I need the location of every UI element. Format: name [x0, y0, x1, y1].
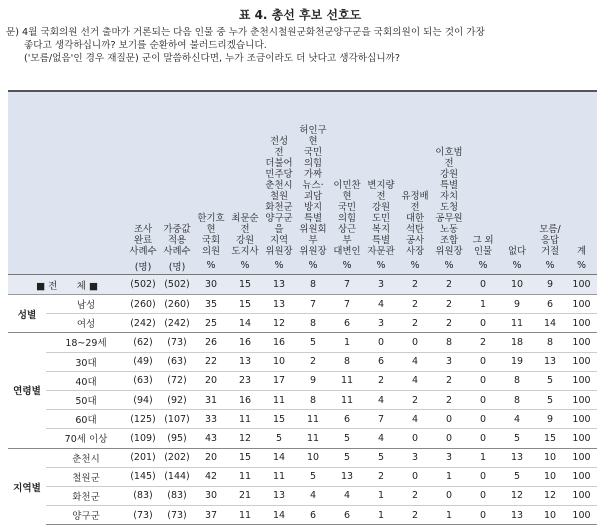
table-cell: (145)	[126, 467, 160, 486]
table-cell: 11	[330, 390, 364, 409]
column-header: 변지량전강원도민복지특별자문관	[364, 91, 398, 257]
table-cell: 2	[398, 486, 432, 505]
unit-corner	[8, 257, 126, 275]
total-cell: 2	[398, 275, 432, 295]
table-row	[8, 467, 597, 486]
table-cell: 1	[364, 486, 398, 505]
table-cell: 4	[500, 410, 534, 429]
unit-cell: %	[262, 257, 296, 275]
table-cell: 5	[262, 429, 296, 448]
table-cell: (260)	[126, 295, 160, 314]
question-line-1: 문) 4월 국회의원 선거 출마가 거론되는 다음 인물 중 누가 춘천시철원군화천군양구군을 국회의원이 되는 것이 가장	[6, 27, 485, 38]
table-cell: (92)	[160, 390, 194, 409]
table-cell: 25	[194, 314, 228, 333]
table-cell: 2	[432, 295, 466, 314]
table-cell: 0	[466, 506, 500, 525]
table-cell: 1	[364, 506, 398, 525]
unit-cell: %	[500, 257, 534, 275]
table-cell: 5	[330, 448, 364, 467]
table-cell: 4	[398, 410, 432, 429]
group-label: 연령별	[8, 333, 46, 448]
table-cell: 9	[296, 371, 330, 390]
table-cell: 12	[500, 486, 534, 505]
table-cell: 2	[296, 352, 330, 371]
header-corner	[8, 91, 126, 257]
table-cell: 11	[296, 429, 330, 448]
table-cell: 12	[262, 314, 296, 333]
total-cell: 8	[296, 275, 330, 295]
table-cell: (109)	[126, 429, 160, 448]
table-title: 표 4. 총선 후보 선호도	[238, 8, 362, 22]
table-cell: 4	[296, 486, 330, 505]
table-cell: 30	[194, 486, 228, 505]
table-cell: 3	[432, 352, 466, 371]
row-label: 18~29세	[46, 333, 126, 352]
unit-cell: %	[398, 257, 432, 275]
table-cell: 7	[330, 295, 364, 314]
table-row	[8, 390, 597, 409]
total-row	[8, 275, 597, 295]
table-cell: 2	[432, 390, 466, 409]
table-cell: 9	[500, 295, 534, 314]
table-cell: 12	[534, 486, 566, 505]
table-cell: 5	[330, 429, 364, 448]
question-line-2: 좋다고 생각하십니까? 보기를 순환하여 불러드리겠습니다.	[24, 40, 267, 51]
table-row	[8, 295, 597, 314]
table-cell: 5	[500, 429, 534, 448]
table-cell: 2	[364, 467, 398, 486]
table-cell: 0	[466, 410, 500, 429]
table-cell: 43	[194, 429, 228, 448]
unit-row	[8, 257, 597, 275]
table-cell: 8	[432, 333, 466, 352]
total-cell: 15	[228, 275, 262, 295]
row-label: 70세 이상	[46, 429, 126, 448]
total-cell: 9	[534, 275, 566, 295]
table-cell: 35	[194, 295, 228, 314]
table-cell: 31	[194, 390, 228, 409]
table-cell: 12	[228, 429, 262, 448]
table-cell: 11	[500, 314, 534, 333]
table-cell: 2	[364, 371, 398, 390]
table-cell: (72)	[160, 371, 194, 390]
table-cell: (73)	[160, 506, 194, 525]
table-cell: (202)	[160, 448, 194, 467]
table-cell: 15	[534, 429, 566, 448]
table-row	[8, 506, 597, 525]
table-cell: 13	[262, 295, 296, 314]
row-label: 남성	[46, 295, 126, 314]
table-cell: 6	[330, 410, 364, 429]
table-cell: (144)	[160, 467, 194, 486]
table-cell: 0	[398, 333, 432, 352]
table-cell: 13	[534, 352, 566, 371]
total-cell: 7	[330, 275, 364, 295]
table-cell: 100	[566, 352, 597, 371]
table-cell: 21	[228, 486, 262, 505]
row-label: 50대	[46, 390, 126, 409]
unit-cell: %	[432, 257, 466, 275]
table-cell: 0	[466, 429, 500, 448]
table-cell: 16	[228, 333, 262, 352]
group-label: 성별	[8, 295, 46, 333]
table-cell: 6	[534, 295, 566, 314]
total-cell: 100	[566, 275, 597, 295]
table-cell: 10	[534, 506, 566, 525]
table-row	[8, 314, 597, 333]
table-cell: 1	[466, 448, 500, 467]
row-label: 30대	[46, 352, 126, 371]
column-header: 이민찬현국민의힘상근부대변인	[330, 91, 364, 257]
table-cell: 11	[262, 390, 296, 409]
row-label: 40대	[46, 371, 126, 390]
table-cell: (63)	[126, 371, 160, 390]
table-cell: (83)	[126, 486, 160, 505]
column-header: 계	[566, 91, 597, 257]
table-cell: 13	[330, 467, 364, 486]
table-cell: 20	[194, 448, 228, 467]
table-cell: 16	[228, 390, 262, 409]
table-cell: 0	[466, 352, 500, 371]
table-cell: 10	[534, 467, 566, 486]
table-cell: (83)	[160, 486, 194, 505]
column-header: 없다	[500, 91, 534, 257]
column-header: 이호범전강원특별자치도청공무원노동조합위원장	[432, 91, 466, 257]
table-cell: (242)	[160, 314, 194, 333]
total-cell: 10	[500, 275, 534, 295]
table-cell: 0	[398, 467, 432, 486]
table-cell: 5	[296, 333, 330, 352]
table-row	[8, 429, 597, 448]
unit-cell: %	[330, 257, 364, 275]
table-cell: 6	[364, 352, 398, 371]
table-cell: 5	[534, 390, 566, 409]
table-cell: 26	[194, 333, 228, 352]
table-cell: 8	[500, 390, 534, 409]
row-label: 양구군	[46, 506, 126, 525]
table-cell: (94)	[126, 390, 160, 409]
group-label: 지역별	[13, 482, 41, 494]
table-cell: 100	[566, 371, 597, 390]
table-row	[8, 371, 597, 390]
column-header: 전성전더불어민주당춘천시철원화천군양구군을지역위원장	[262, 91, 296, 257]
row-label: 여성	[46, 314, 126, 333]
table-cell: 16	[262, 333, 296, 352]
table-cell: 14	[228, 314, 262, 333]
table-cell: 100	[566, 486, 597, 505]
table-cell: 0	[398, 429, 432, 448]
row-label: 철원군	[46, 467, 126, 486]
question-line-3: ('모름/없음'인 경우 재질문) 군이 말씀하신다면, 누가 조금이라도 더 낫다고 생각하십니까?	[24, 53, 400, 64]
table-cell: 2	[398, 295, 432, 314]
table-cell: 0	[364, 333, 398, 352]
column-header: 모름/응답거절	[534, 91, 566, 257]
table-cell: 1	[432, 506, 466, 525]
table-cell: 1	[432, 467, 466, 486]
table-cell: 1	[466, 295, 500, 314]
total-cell: 3	[364, 275, 398, 295]
table-cell: 0	[432, 410, 466, 429]
table-cell: 0	[432, 429, 466, 448]
table-cell: 15	[262, 410, 296, 429]
table-cell: 4	[364, 429, 398, 448]
row-label: 춘천시	[46, 448, 126, 467]
header-row	[8, 91, 597, 257]
table-cell: 10	[296, 448, 330, 467]
table-cell: 100	[566, 333, 597, 352]
table-row	[8, 410, 597, 429]
total-cell: (502)	[160, 275, 194, 295]
table-cell: 5	[364, 448, 398, 467]
table-cell: 7	[296, 295, 330, 314]
unit-cell: %	[228, 257, 262, 275]
unit-cell: %	[296, 257, 330, 275]
table-cell: (49)	[126, 352, 160, 371]
table-cell: 2	[466, 333, 500, 352]
table-cell: 42	[194, 467, 228, 486]
table-cell: (73)	[160, 333, 194, 352]
table-cell: 6	[330, 314, 364, 333]
table-cell: 3	[398, 448, 432, 467]
table-cell: 8	[500, 371, 534, 390]
table-cell: 100	[566, 506, 597, 525]
table-cell: 13	[500, 506, 534, 525]
table-cell: 100	[566, 314, 597, 333]
table-cell: 14	[534, 314, 566, 333]
column-header: 가중값적용사례수	[160, 91, 194, 257]
table-cell: 11	[262, 467, 296, 486]
table-cell: (107)	[160, 410, 194, 429]
table-cell: (125)	[126, 410, 160, 429]
table-cell: 6	[330, 506, 364, 525]
table-row	[8, 352, 597, 371]
table-cell: 14	[262, 506, 296, 525]
row-label: 60대	[46, 410, 126, 429]
unit-cell: %	[566, 257, 597, 275]
total-cell: (502)	[126, 275, 160, 295]
table-cell: 100	[566, 467, 597, 486]
table-cell: 13	[500, 448, 534, 467]
column-header: 한기호현국회의원	[194, 91, 228, 257]
table-cell: 2	[398, 390, 432, 409]
total-cell: 13	[262, 275, 296, 295]
total-cell: 30	[194, 275, 228, 295]
table-cell: 4	[398, 371, 432, 390]
table-cell: 4	[330, 486, 364, 505]
survey-question	[6, 26, 596, 65]
column-header: 조사완료사례수	[126, 91, 160, 257]
table-cell: 8	[296, 390, 330, 409]
table-cell: 6	[296, 506, 330, 525]
table-cell: 22	[194, 352, 228, 371]
table-cell: 3	[432, 448, 466, 467]
table-cell: 20	[194, 371, 228, 390]
table-cell: 23	[228, 371, 262, 390]
table-cell: 11	[228, 506, 262, 525]
table-cell: 100	[566, 390, 597, 409]
table-cell: 3	[364, 314, 398, 333]
unit-cell: (명)	[160, 257, 194, 275]
unit-cell: %	[534, 257, 566, 275]
table-cell: (95)	[160, 429, 194, 448]
table-cell: 4	[364, 390, 398, 409]
table-cell: 7	[364, 410, 398, 429]
table-cell: 0	[466, 371, 500, 390]
table-cell: 100	[566, 295, 597, 314]
table-cell: 4	[398, 352, 432, 371]
table-cell: 0	[432, 486, 466, 505]
column-header: 유정배전대한석탄공사사장	[398, 91, 432, 257]
table-cell: 10	[262, 352, 296, 371]
table-cell: 5	[296, 467, 330, 486]
table-cell: 1	[330, 333, 364, 352]
column-header: 그 외인물	[466, 91, 500, 257]
table-cell: 8	[296, 314, 330, 333]
table-cell: 2	[432, 314, 466, 333]
table-cell: 5	[500, 467, 534, 486]
table-cell: 9	[534, 410, 566, 429]
unit-cell: %	[194, 257, 228, 275]
results-table	[8, 90, 597, 525]
table-cell: 0	[466, 486, 500, 505]
table-cell: 17	[262, 371, 296, 390]
table-cell: 15	[228, 295, 262, 314]
column-header: 허인구현국민의힘가짜뉴스·괴담방지특별위원회부위원장	[296, 91, 330, 257]
table-cell: 14	[262, 448, 296, 467]
table-cell: 0	[466, 467, 500, 486]
table-cell: 100	[566, 429, 597, 448]
row-label: 화천군	[46, 486, 126, 505]
table-cell: 8	[330, 352, 364, 371]
table-cell: (73)	[126, 506, 160, 525]
table-cell: 11	[296, 410, 330, 429]
unit-cell: %	[364, 257, 398, 275]
unit-cell: %	[466, 257, 500, 275]
table-row	[8, 448, 597, 467]
table-cell: 100	[566, 410, 597, 429]
table-cell: (62)	[126, 333, 160, 352]
table-cell: 100	[566, 448, 597, 467]
table-cell: (201)	[126, 448, 160, 467]
total-cell: 2	[432, 275, 466, 295]
table-row	[8, 333, 597, 352]
table-row	[8, 486, 597, 505]
table-cell: 11	[330, 371, 364, 390]
table-cell: 8	[534, 333, 566, 352]
total-label: ■ 전 체 ■	[8, 275, 126, 295]
table-cell: 13	[228, 352, 262, 371]
table-cell: 2	[432, 371, 466, 390]
table-cell: 33	[194, 410, 228, 429]
table-cell: 11	[228, 410, 262, 429]
table-cell: 4	[364, 295, 398, 314]
table-cell: (63)	[160, 352, 194, 371]
table-cell: 13	[262, 486, 296, 505]
table-cell: 0	[466, 390, 500, 409]
unit-cell: (명)	[126, 257, 160, 275]
table-cell: 10	[534, 448, 566, 467]
table-cell: 0	[466, 314, 500, 333]
table-cell: (242)	[126, 314, 160, 333]
table-cell: 18	[500, 333, 534, 352]
table-cell: 37	[194, 506, 228, 525]
table-cell: 15	[228, 448, 262, 467]
table-cell: 5	[534, 371, 566, 390]
total-cell: 0	[466, 275, 500, 295]
column-header: 최문순전강원도지사	[228, 91, 262, 257]
table-cell: 11	[228, 467, 262, 486]
table-cell: 19	[500, 352, 534, 371]
table-cell: (260)	[160, 295, 194, 314]
table-cell: 2	[398, 506, 432, 525]
table-cell: 2	[398, 314, 432, 333]
